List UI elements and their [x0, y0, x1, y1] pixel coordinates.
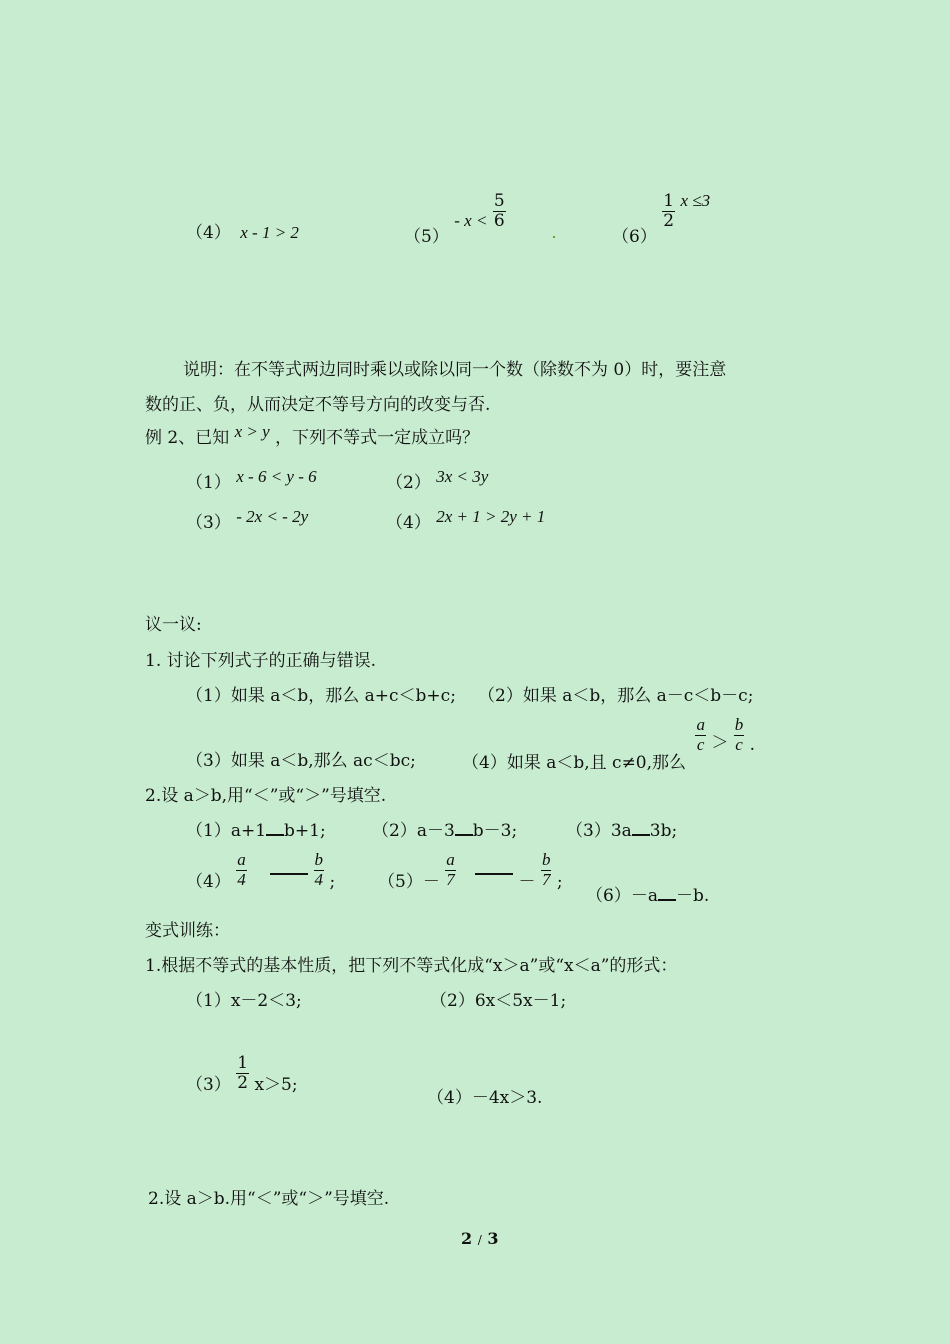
ex1-item4-expr: x - 1 > 2	[240, 223, 299, 242]
practice-p1: （1）x－2＜3;	[186, 991, 302, 1011]
discuss-q2-4-frac-a	[236, 851, 247, 889]
discuss-q2-2-right: b－3;	[472, 821, 518, 841]
discuss-q2-4-frac-b	[314, 851, 325, 889]
fraction-denominator: c	[735, 734, 743, 754]
answer-blank[interactable]	[658, 885, 676, 901]
ex1-item6-label: （6）	[612, 226, 657, 247]
page-current: 2	[461, 1229, 473, 1248]
answer-blank[interactable]	[475, 859, 513, 875]
ex1-item4	[186, 218, 299, 243]
discuss-q2: 2.设 a＞b,用“＜”或“＞”号填空.	[145, 786, 387, 806]
practice-title: 变式训练：	[145, 921, 230, 941]
ex2-item2-label: （2）	[386, 473, 431, 493]
note-line1: 说明：在不等式两边同时乘以或除以同一个数（除数不为 0）时，要注意	[183, 360, 727, 380]
discuss-q2-5	[378, 850, 563, 892]
answer-blank[interactable]	[455, 820, 473, 836]
answer-blank[interactable]	[266, 820, 284, 836]
ex2-suffix: ，下列不等式一定成立吗？	[275, 428, 480, 448]
discuss-q1-2: （2）如果 a＜b，那么 a－c＜b－c;	[478, 686, 754, 706]
discuss-q2-1-right: b+1;	[284, 821, 326, 841]
ex2-item4-expr: 2x + 1 > 2y + 1	[436, 507, 546, 526]
fraction-denominator: 4	[237, 869, 246, 889]
practice-p3-fraction	[236, 1054, 249, 1092]
fraction-numerator: a	[446, 850, 455, 869]
answer-blank[interactable]	[632, 820, 650, 836]
fraction-denominator: 4	[314, 869, 324, 889]
discuss-q1-4-end: .	[749, 734, 756, 755]
ex2-heading	[145, 423, 479, 448]
discuss-q2-2	[372, 816, 517, 841]
discuss-q2-3	[566, 816, 677, 841]
discuss-q1-4-frac-b	[734, 716, 745, 754]
ex2-item3-expr: - 2x < - 2y	[236, 507, 309, 526]
answer-blank[interactable]	[270, 859, 308, 875]
ex1-item6	[612, 190, 711, 247]
practice-q1: 1.根据不等式的基本性质，把下列不等式化成“x＞a”或“x＜a”的形式：	[145, 956, 678, 976]
fraction-denominator: 2	[237, 1072, 249, 1093]
discuss-q2-1	[186, 816, 326, 841]
ex1-item5	[404, 191, 506, 247]
ex2-item4	[386, 502, 546, 533]
discuss-q2-1-left: （1）a+1	[186, 821, 267, 841]
ex2-item1-label: （1）	[186, 473, 231, 493]
discuss-q1-1: （1）如果 a＜b，那么 a+c＜b+c;	[186, 686, 456, 706]
ex2-item3	[186, 502, 309, 533]
discuss-q2-2-left: （2）a－3	[372, 821, 455, 841]
ex2-item2-expr: 3x < 3y	[436, 467, 489, 486]
practice-q2: 2.设 a＞b.用“＜”或“＞”号填空.	[148, 1189, 390, 1209]
ex2-item3-label: （3）	[186, 513, 231, 533]
ex2-condition: x > y	[234, 422, 270, 441]
fraction-numerator: 1	[237, 1053, 249, 1073]
ex1-item5-lhs: - x <	[454, 210, 488, 230]
discuss-q1-4-op: ＞	[711, 732, 729, 753]
discuss-q2-4	[186, 850, 336, 892]
practice-p3-label: （3）	[186, 1074, 231, 1095]
discuss-q2-5-frac-b	[541, 851, 552, 889]
ex2-item1	[186, 462, 317, 493]
discuss-q2-5-label: （5）－	[378, 871, 440, 892]
ex2-item4-label: （4）	[386, 513, 431, 533]
fraction-denominator: 2	[663, 210, 675, 231]
fraction-numerator: a	[696, 715, 705, 734]
discuss-q1-4	[462, 715, 756, 773]
discuss-q2-3-right: 3b;	[649, 821, 678, 841]
fraction-numerator: b	[541, 850, 551, 869]
discuss-q2-3-left: （3）3a	[566, 821, 632, 841]
ex2-item2	[386, 462, 489, 493]
fraction-denominator: 7	[446, 869, 455, 889]
ex1-item4-label: （4）	[186, 223, 231, 243]
fraction-denominator: c	[696, 734, 705, 754]
discuss-q2-6	[586, 881, 709, 906]
discuss-q1-4-text: （4）如果 a＜b,且 c≠0,那么	[462, 752, 687, 773]
ex1-item5-fraction	[493, 192, 506, 230]
fraction-denominator: 6	[493, 210, 505, 231]
note-line2: 数的正、负，从而决定不等号方向的改变与否.	[145, 395, 491, 415]
ex2-item1-expr: x - 6 < y - 6	[236, 467, 317, 486]
page-separator: /	[477, 1233, 482, 1247]
discuss-q2-5-end: ;	[556, 871, 563, 892]
practice-p4: （4）－4x＞3.	[427, 1088, 543, 1108]
page-number	[461, 1229, 498, 1248]
discuss-q2-5-minus: －	[518, 871, 536, 892]
ex2-prefix: 例 2、已知	[145, 428, 230, 448]
fraction-numerator: b	[314, 850, 324, 869]
page-total: 3	[487, 1229, 499, 1248]
fraction-numerator: b	[734, 715, 744, 734]
practice-p3-rest: x＞5;	[254, 1074, 298, 1095]
fraction-numerator: 1	[663, 191, 675, 211]
ex1-item6-rhs: x ≤3	[680, 190, 711, 210]
practice-p3	[186, 1053, 298, 1095]
discuss-q2-4-label: （4）	[186, 871, 231, 892]
discuss-q2-6-left: （6）－a	[586, 886, 658, 906]
fraction-numerator: a	[237, 850, 246, 869]
ex1-item6-fraction	[662, 192, 675, 230]
discuss-q2-5-frac-a	[445, 851, 456, 889]
fraction-denominator: 7	[541, 869, 551, 889]
discuss-q1: 1. 讨论下列式子的正确与错误.	[145, 651, 377, 671]
discuss-q2-4-end: ;	[329, 871, 336, 892]
discuss-title: 议一议:	[145, 615, 202, 635]
practice-p2: （2）6x＜5x－1;	[430, 991, 567, 1011]
fraction-numerator: 5	[493, 191, 505, 211]
discuss-q1-4-frac-a	[695, 716, 706, 754]
stray-dot	[553, 236, 555, 238]
discuss-q1-3: （3）如果 a＜b,那么 ac＜bc;	[186, 751, 416, 771]
ex1-item5-label: （5）	[404, 226, 449, 247]
discuss-q2-6-right: －b.	[675, 886, 710, 906]
